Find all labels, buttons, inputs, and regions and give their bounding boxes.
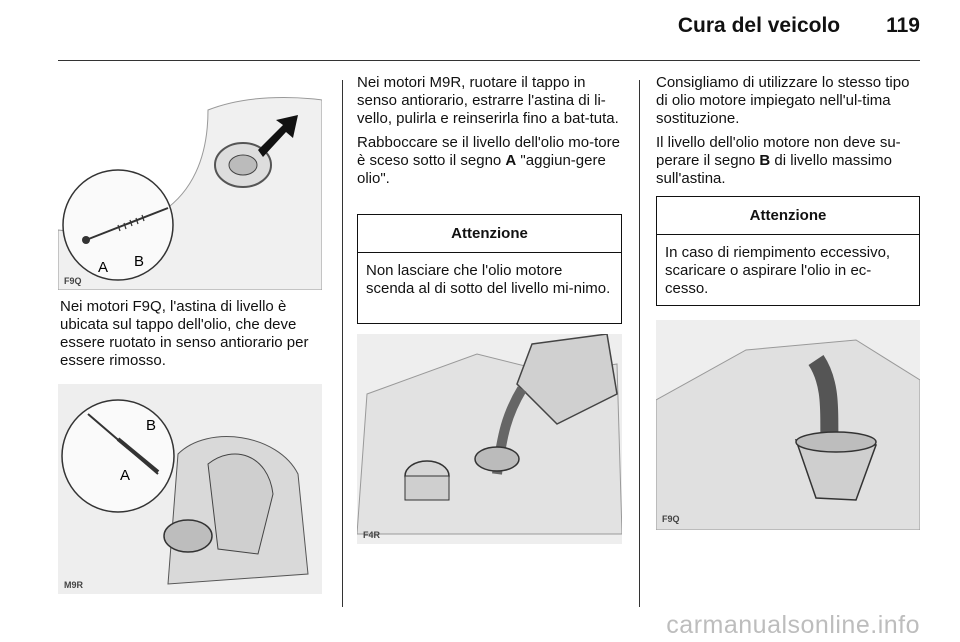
warning-text: In caso di riempimento eccessivo, scaricare o aspirare l'olio in ec-cesso. <box>665 244 891 297</box>
figure-m9r-engine <box>58 384 322 594</box>
figure-f9q-funnel <box>656 320 920 530</box>
mark-a: A <box>505 152 517 169</box>
figure-code: M9R <box>64 580 84 590</box>
label-a: A <box>98 259 109 276</box>
warning-box <box>656 196 920 306</box>
header-rule <box>58 60 920 61</box>
column-divider-1 <box>342 80 343 607</box>
column-2-text <box>357 74 622 194</box>
figure-code: F9Q <box>64 276 82 286</box>
figure-f9q-dipstick <box>58 80 322 290</box>
column-3-text <box>656 74 921 194</box>
warning-box <box>357 214 622 324</box>
section-title: Cura del veicolo <box>677 14 841 37</box>
column-divider-2 <box>639 80 640 607</box>
page-header <box>678 14 920 38</box>
paragraph-mark-a: Rabboccare se il livello dell'olio mo-tore è sceso sotto il segno A "aggiun-gere olio". <box>357 134 620 187</box>
label-b: B <box>146 417 157 434</box>
mark-b: B <box>759 152 771 169</box>
column-1-text <box>60 298 330 376</box>
paragraph: Nei motori F9Q, l'astina di livello è ubicata sul tappo dell'olio, che deve essere ruotato in senso antiorario per essere rimosso. <box>60 298 309 369</box>
warning-title: Attenzione <box>358 215 621 253</box>
figure-f4r-oil-pour <box>357 334 622 544</box>
warning-title: Attenzione <box>657 197 919 235</box>
paragraph-mark-b: Il livello dell'olio motore non deve su-perare il segno B di livello massimo sull'astina. <box>656 134 901 187</box>
warning-text: Non lasciare che l'olio motore scenda al di sotto del livello mi-nimo. <box>366 262 611 297</box>
paragraph: Nei motori M9R, ruotare il tappo in senso antiorario, estrarre l'astina di li-vello, pulirla e reinserirla fino a bat-tuta. <box>357 74 619 127</box>
paragraph: Consigliamo di utilizzare lo stesso tipo di olio motore impiegato nell'ul-tima sostituzione. <box>656 74 910 127</box>
page-number: 119 <box>886 14 920 37</box>
label-b: B <box>134 253 145 270</box>
figure-code: F4R <box>363 530 381 540</box>
watermark: carmanualsonline.info <box>666 611 920 639</box>
label-a: A <box>120 467 131 484</box>
figure-code: F9Q <box>662 514 680 524</box>
